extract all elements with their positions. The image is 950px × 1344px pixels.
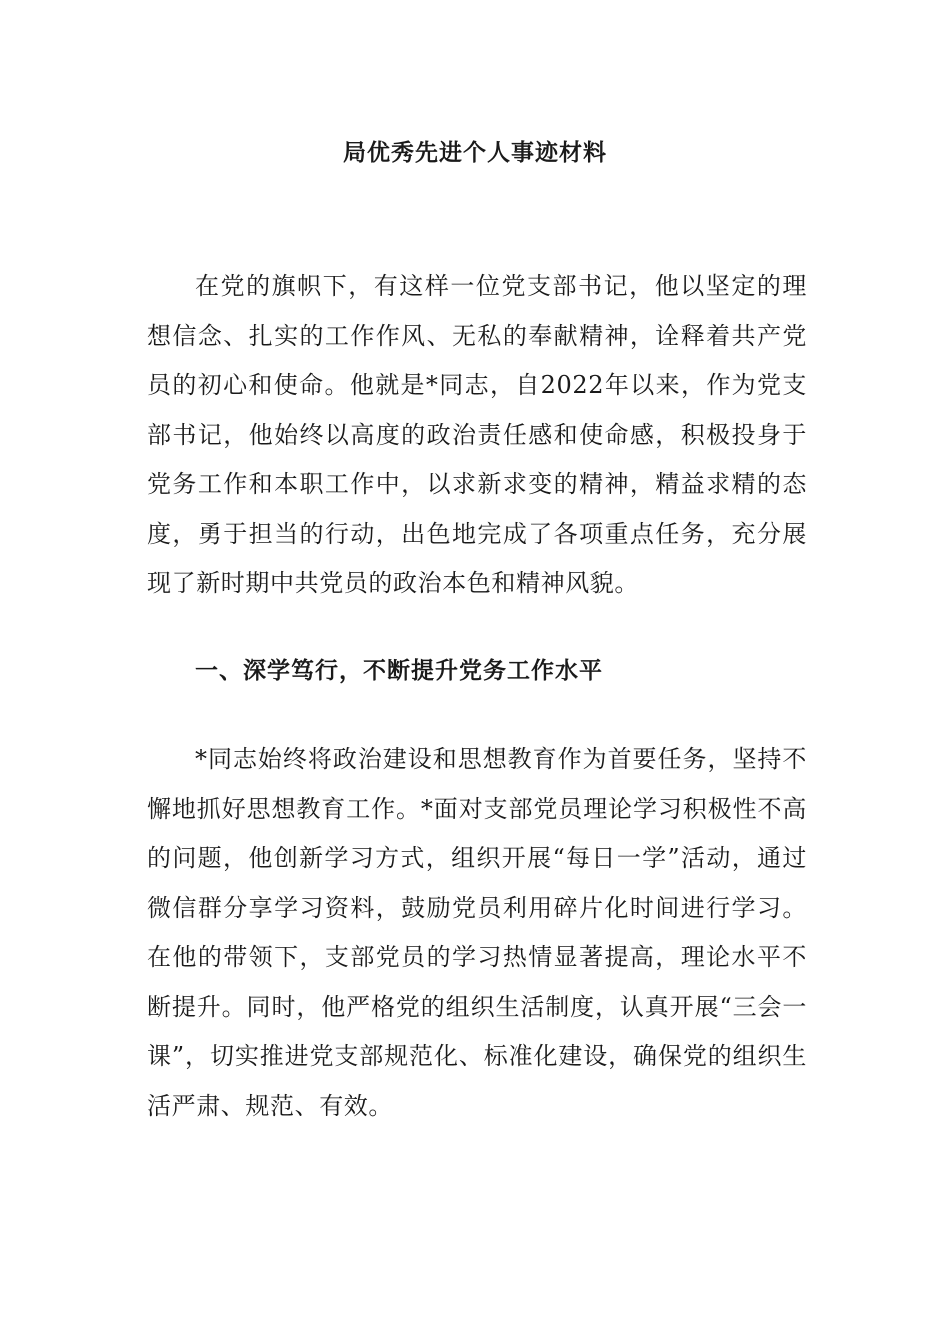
intro-paragraph: 在党的旗帜下，有这样一位党支部书记，他以坚定的理想信念、扎实的工作作风、无私的奉献精神，诠释着共产党员的初心和使命。他就是*同志，自2022年以来，作为党支部书记，他始终以高度的政治责任感和使命感，积极投身于党务工作和本职工作中，以求新求变的精神，精益求精的态度，勇于担当的行动，出色地完成了各项重点任务，充分展现了新时期中共党员的政治本色和精神风貌。 (147, 272, 807, 597)
document-title: 局优秀先进个人事迹材料 (343, 139, 607, 166)
section-heading: 一、深学笃行，不断提升党务工作水平 (195, 657, 603, 684)
section-paragraph: *同志始终将政治建设和思想教育作为首要任务，坚持不懈地抓好思想教育工作。*面对支部党员理论学习积极性不高的问题，他创新学习方式，组织开展“每日一学”活动，通过微信群分享学习资料，鼓励党员利用碎片化时间进行学习。在他的带领下，支部党员的学习热情显著提高，理论水平不断提升。同时，他严格党的组织生活制度，认真开展“三会一课”，切实推进党支部规范化、标准化建设，确保党的组织生活严肃、规范、有效。 (147, 745, 807, 1120)
